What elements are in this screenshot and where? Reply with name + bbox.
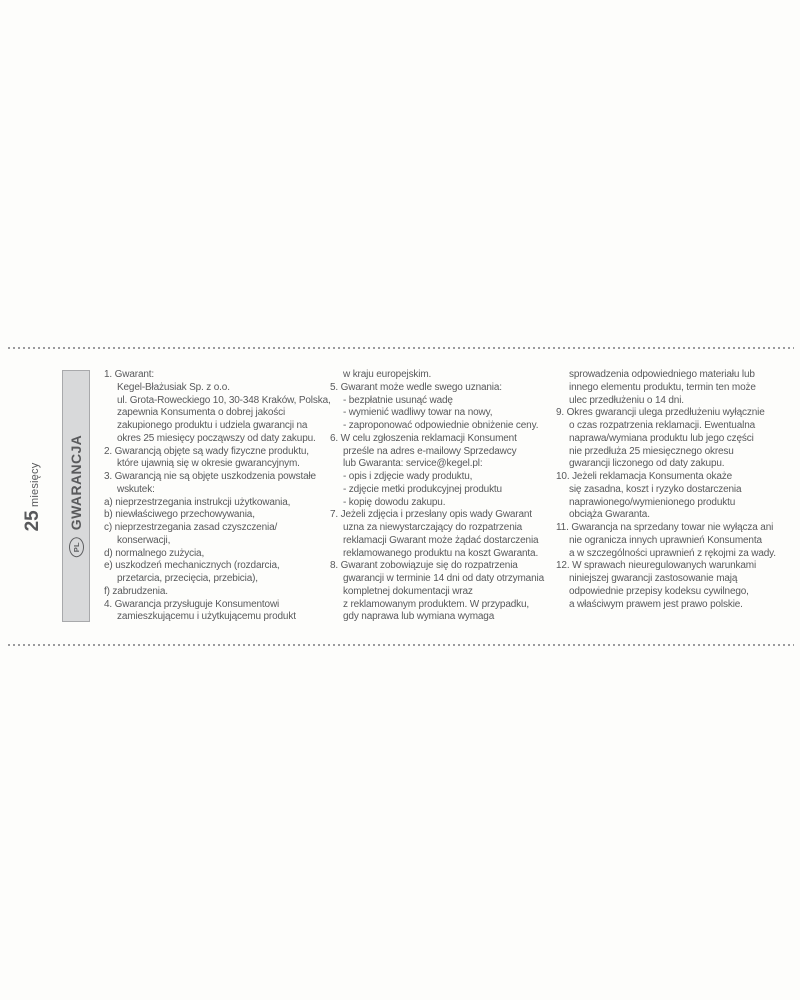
text-line: w kraju europejskim. [343, 369, 432, 380]
text-line: 1. Gwarant: [104, 369, 155, 380]
text-line: 8. Gwarant zobowiązuje się do rozpatrzenia [330, 560, 518, 572]
warranty-duration-unit: miesięcy [29, 462, 41, 507]
text-line: 10. Jeżeli reklamacja Konsumenta okaże [556, 471, 733, 482]
text-line: zapewnia Konsumenta o dobrej jakości [117, 407, 286, 419]
text-line: - kopię dowodu zakupu. [343, 496, 446, 508]
text-line: 12. W sprawach nieuregulowanych warunkami [556, 560, 757, 572]
text-line: c) nieprzestrzegania zasad czyszczenia/ [104, 522, 278, 533]
text-line: a właściwym prawem jest prawo polskie. [569, 598, 743, 610]
bottom-dotted-divider [8, 644, 794, 646]
warranty-duration-label [22, 463, 44, 532]
text-line: ulec przedłużeniu o 14 dni. [569, 394, 684, 406]
warranty-terms-column-3 [556, 369, 788, 611]
text-line: zamieszkującemu i użytkującemu produkt [117, 611, 296, 623]
warranty-title: GWARANCJA [68, 434, 84, 531]
text-line: zakupionego produktu i udziela gwarancji na [117, 420, 308, 431]
text-line: okres 25 miesięcy począwszy od daty zakupu. [117, 432, 316, 444]
text-line: się zasadna, koszt i ryzyko dostarczenia [569, 483, 742, 495]
text-line: innego elementu produktu, termin ten może [569, 381, 756, 393]
text-line: 9. Okres gwarancji ulega przedłużeniu wyłącznie [556, 407, 765, 419]
text-line: f) zabrudzenia. [104, 585, 168, 597]
text-line: a) nieprzestrzegania instrukcji użytkowania, [104, 496, 291, 508]
text-line: 11. Gwarancja na sprzedany towar nie wyłącza ani [556, 522, 774, 533]
text-line: odpowiednie przepisy kodeksu cywilnego, [569, 585, 749, 597]
text-line: naprawionego/wymienionego produktu [569, 496, 736, 508]
text-line: 4. Gwarancja przysługuje Konsumentowi [104, 598, 280, 610]
text-line: obciąża Gwaranta. [569, 509, 650, 521]
text-line: gwarancji liczonego od daty zakupu. [569, 458, 725, 470]
text-line: nie przedłuża 25 miesięcznego okresu [569, 445, 734, 457]
text-line: nie ogranicza innych uprawnień Konsumenta [569, 534, 762, 546]
text-line: gwarancji w terminie 14 dni od daty otrzymania [343, 573, 544, 584]
text-line: niniejszej gwarancji zastosowanie mają [569, 573, 738, 584]
text-line: - wymienić wadliwy towar na nowy, [343, 407, 493, 419]
text-line: wskutek: [117, 483, 155, 495]
warranty-duration-number: 25 [22, 510, 43, 532]
text-line: ul. Grota-Roweckiego 10, 30-348 Kraków, Polska, [117, 394, 331, 406]
text-line: - zdjęcie metki produkcyjnej produktu [343, 483, 502, 495]
text-line: naprawa/wymiana produktu lub jego części [569, 432, 754, 444]
text-line: b) niewłaściwego przechowywania, [104, 509, 255, 521]
text-line: 5. Gwarant może wedle swego uznania: [330, 381, 502, 393]
text-line: - opis i zdjęcie wady produktu, [343, 471, 473, 482]
text-line: konserwacji, [117, 534, 171, 546]
text-line: 2. Gwarancją objęte są wady fizyczne produktu, [104, 445, 309, 457]
text-line: które ujawnią się w okresie gwarancyjnym. [117, 458, 300, 470]
warranty-title-band-content [68, 435, 84, 557]
text-line: z reklamowanym produktem. W przypadku, [343, 598, 530, 610]
pl-language-badge-icon: PL [69, 537, 84, 557]
text-line: uzna za niewystarczający do rozpatrzenia [343, 522, 523, 533]
warranty-terms-column-2 [330, 369, 554, 624]
text-line: gdy naprawa lub wymiana wymaga [343, 611, 495, 623]
warranty-title-band [62, 370, 90, 622]
text-line: 7. Jeżeli zdjęcia i przesłany opis wady Gwarant [330, 509, 532, 521]
text-line: lub Gwaranta: service@kegel.pl: [343, 458, 483, 470]
text-line: Kegel-Błażusiak Sp. z o.o. [117, 381, 230, 393]
text-line: reklamacji Gwarant może żądać dostarczenia [343, 534, 539, 546]
text-line: reklamowanego produktu na koszt Gwaranta. [343, 547, 539, 559]
text-line: - zaproponować odpowiednie obniżenie ceny. [343, 420, 539, 431]
text-line: a w szczególności uprawnień z rękojmi za wady. [569, 547, 776, 559]
text-line: o czas rozpatrzenia reklamacji. Ewentualna [569, 420, 756, 431]
text-line: prześle na adres e-mailowy Sprzedawcy [343, 445, 517, 457]
text-line: - bezpłatnie usunąć wadę [343, 394, 453, 406]
text-line: d) normalnego zużycia, [104, 547, 205, 559]
text-line: 3. Gwarancją nie są objęte uszkodzenia powstałe [104, 471, 316, 482]
text-line: kompletnej dokumentacji wraz [343, 585, 473, 597]
top-dotted-divider [8, 347, 794, 349]
warranty-terms-column-1 [104, 369, 331, 624]
text-line: 6. W celu zgłoszenia reklamacji Konsument [330, 432, 517, 444]
text-line: przetarcia, przecięcia, przebicia), [117, 573, 258, 584]
text-line: sprowadzenia odpowiedniego materiału lub [569, 369, 755, 380]
text-line: e) uszkodzeń mechanicznych (rozdarcia, [104, 560, 280, 572]
